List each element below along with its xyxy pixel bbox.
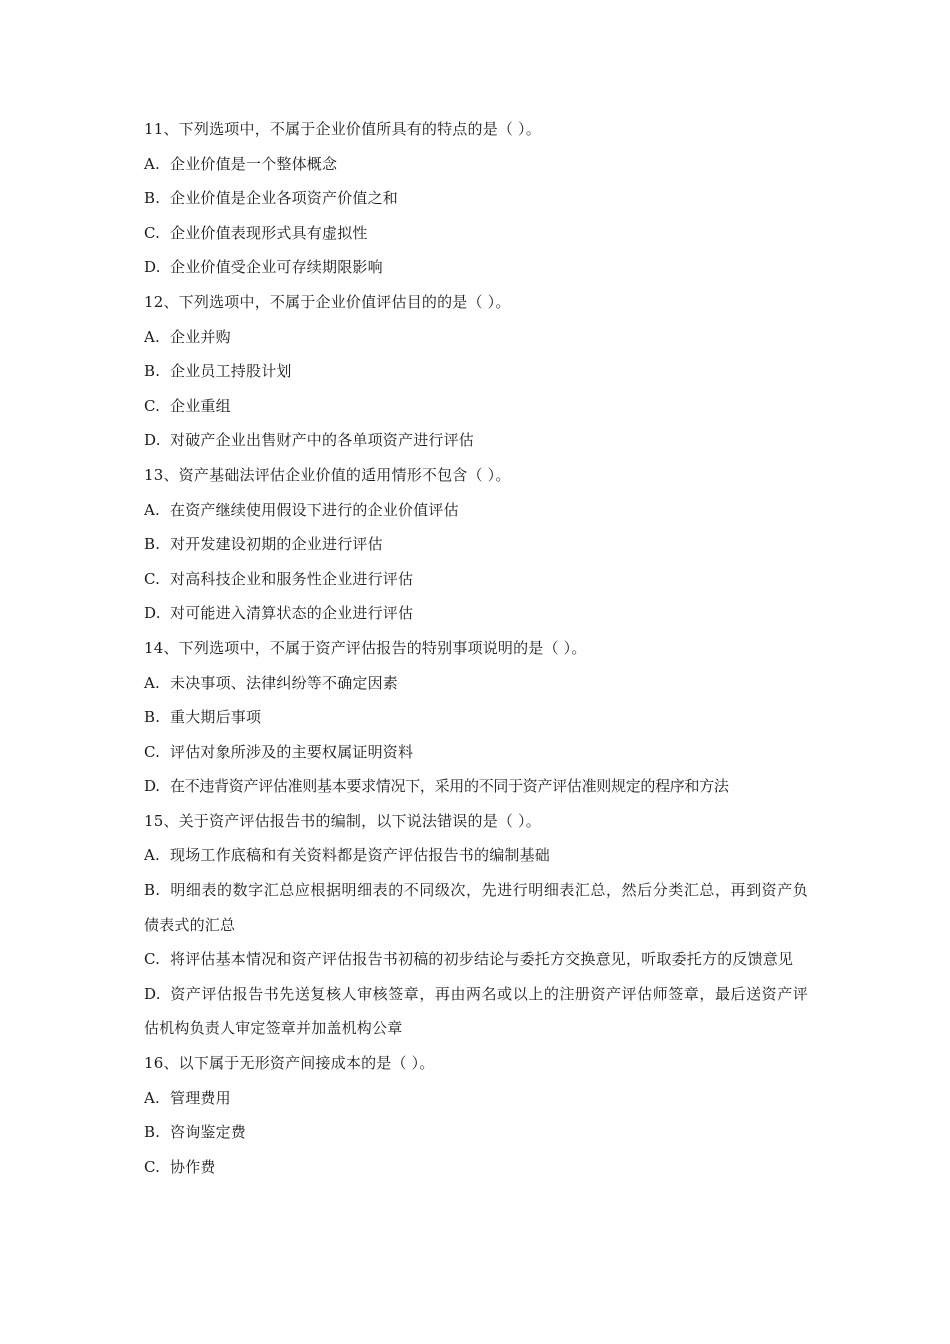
option-letter: D. (144, 258, 161, 277)
option-letter: B. (144, 362, 161, 381)
question-16-option-c (144, 1150, 808, 1185)
question-11-option-d (144, 250, 808, 285)
question-16-stem: 16、以下属于无形资产间接成本的是（ ）。 (144, 1054, 435, 1073)
option-text: 企业并购 (170, 327, 231, 346)
question-12-option-d (144, 423, 808, 458)
question-15-option-a (144, 838, 808, 873)
option-letter: B. (144, 189, 161, 208)
option-letter: D. (144, 777, 160, 796)
option-letter: C. (144, 223, 161, 242)
option-letter: D. (144, 604, 161, 623)
question-15-stem: 15、关于资产评估报告书的编制，以下说法错误的是（ ）。 (144, 811, 541, 830)
option-text: 企业价值是一个整体概念 (170, 154, 338, 173)
option-letter: A. (144, 846, 161, 865)
option-text: 企业员工持股计划 (170, 362, 292, 381)
option-text: 企业重组 (170, 396, 231, 415)
question-15-option-d (144, 977, 808, 1046)
option-text: 评估对象所涉及的主要权属证明资料 (170, 742, 414, 761)
option-letter: A. (144, 327, 161, 346)
question-14-option-a (144, 666, 808, 701)
option-letter: D. (144, 431, 161, 450)
question-11-stem: 11、下列选项中，不属于企业价值所具有的特点的是（ ）。 (144, 120, 541, 138)
question-16-option-b (144, 1115, 808, 1150)
option-text: 现场工作底稿和有关资料都是资产评估报告书的编制基础 (170, 846, 551, 865)
option-letter: B. (144, 881, 161, 900)
option-letter: A. (144, 154, 161, 173)
option-text: 咨询鉴定费 (170, 1123, 247, 1142)
option-text: 在资产继续使用假设下进行的企业价值评估 (170, 500, 459, 519)
question-14-option-c (144, 735, 808, 770)
option-letter: A. (144, 500, 161, 519)
option-text: 对可能进入清算状态的企业进行评估 (170, 604, 414, 623)
question-12-option-a (144, 320, 808, 355)
option-text: 对高科技企业和服务性企业进行评估 (170, 569, 414, 588)
question-15-option-b (144, 873, 808, 942)
option-letter: B. (144, 1123, 161, 1142)
option-text: 在不违背资产评估准则基本要求情况下，采用的不同于资产评估准则规定的程序和方法 (170, 777, 729, 796)
option-text: 企业价值是企业各项资产价值之和 (170, 189, 399, 208)
option-letter: C. (144, 396, 161, 415)
option-letter: A. (144, 673, 161, 692)
option-text: 重大期后事项 (170, 708, 262, 727)
question-15-option-c (144, 942, 808, 977)
option-letter: C. (144, 742, 161, 761)
option-letter: C. (144, 569, 161, 588)
option-text: 企业价值受企业可存续期限影响 (170, 258, 383, 277)
question-14-option-b (144, 700, 808, 735)
option-text: 管理费用 (170, 1088, 231, 1107)
option-text: 企业价值表现形式具有虚拟性 (170, 223, 368, 242)
option-letter: B. (144, 708, 161, 727)
question-13-option-c (144, 562, 808, 597)
question-13-option-a (144, 493, 808, 528)
option-text: 将评估基本情况和资产评估报告书初稿的初步结论与委托方交换意见，听取委托方的反馈意见 (170, 950, 794, 969)
question-11-option-a (144, 147, 808, 182)
option-text: 对破产企业出售财产中的各单项资产进行评估 (170, 431, 475, 450)
question-11-option-b (144, 181, 808, 216)
option-text: 未决事项、法律纠纷等不确定因素 (170, 673, 399, 692)
question-12-stem: 12、下列选项中，不属于企业价值评估目的的是（ ）。 (144, 292, 511, 311)
option-letter: C. (144, 950, 161, 969)
question-14-stem: 14、下列选项中，不属于资产评估报告的特别事项说明的是（ ）。 (144, 638, 587, 657)
question-12-option-c (144, 389, 808, 424)
question-12-option-b (144, 354, 808, 389)
option-letter: C. (144, 1157, 161, 1176)
question-14-option-d (144, 769, 808, 804)
option-letter: D. (144, 984, 161, 1003)
option-text: 协作费 (170, 1157, 216, 1176)
question-16-option-a (144, 1081, 808, 1116)
option-text: 明细表的数字汇总应根据明细表的不同级次，先进行明细表汇总，然后分类汇总，再到资产负债表式的汇总 (144, 881, 808, 934)
question-13-stem: 13、资产基础法评估企业价值的适用情形不包含（ ）。 (144, 465, 511, 484)
question-13-option-b (144, 527, 808, 562)
question-13-option-d (144, 596, 808, 631)
option-letter: B. (144, 535, 161, 554)
question-list (144, 112, 808, 1184)
option-text: 对开发建设初期的企业进行评估 (170, 535, 383, 554)
option-letter: A. (144, 1088, 161, 1107)
question-11-option-c (144, 216, 808, 251)
option-text: 资产评估报告书先送复核人审核签章，再由两名或以上的注册资产评估师签章，最后送资产评估机构负责人审定签章并加盖机构公章 (144, 984, 808, 1038)
